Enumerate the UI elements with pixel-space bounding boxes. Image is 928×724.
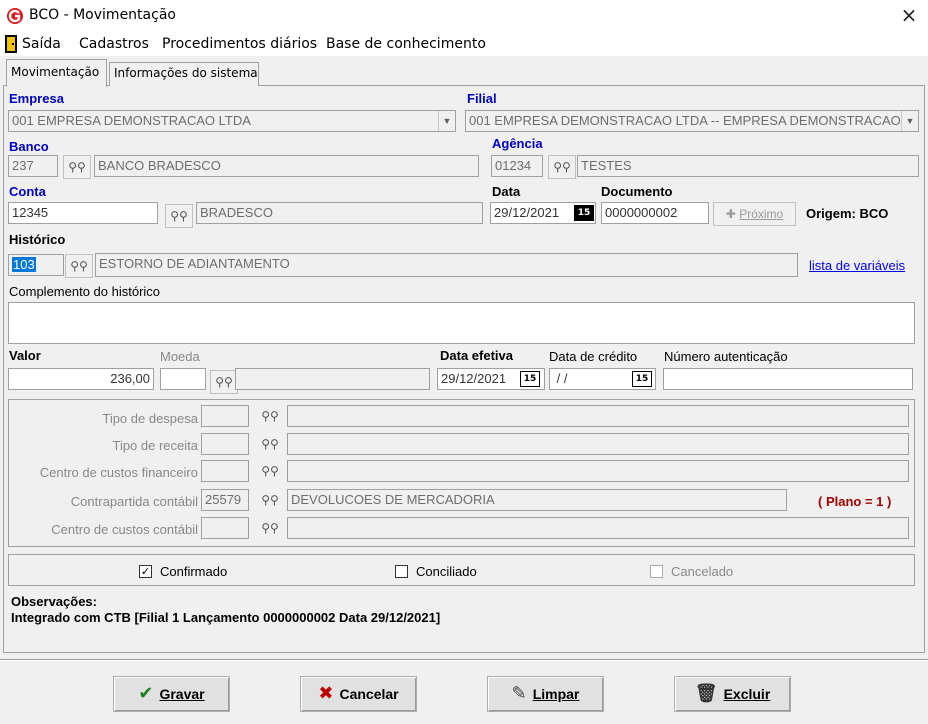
centro-custos-contabil-label: Centro de custos contábil: [51, 522, 198, 537]
banco-label: Banco: [9, 139, 49, 154]
agencia-code-input[interactable]: 01234: [491, 155, 543, 177]
eraser-icon: ✎: [511, 683, 527, 704]
agencia-search-icon[interactable]: ⚲⚲: [548, 155, 576, 179]
data-credito-label: Data de crédito: [549, 349, 638, 364]
lista-variaveis-link[interactable]: lista de variáveis: [809, 258, 906, 273]
contrapartida-contabil-label: Contrapartida contábil: [70, 494, 198, 509]
plano-label: ( Plano = 1 ): [818, 494, 892, 509]
tipo-despesa-name-field: [287, 405, 909, 427]
historico-search-icon[interactable]: ⚲⚲: [65, 254, 93, 278]
check-icon: ✔: [138, 683, 154, 704]
tipo-receita-search-icon[interactable]: ⚲⚲: [261, 437, 279, 451]
numero-autenticacao-input[interactable]: [663, 368, 913, 390]
cancelado-checkbox[interactable]: [650, 565, 663, 578]
tipo-receita-code-input[interactable]: [201, 433, 249, 455]
numero-autenticacao-label: Número autenticação: [664, 349, 788, 364]
banco-code-input[interactable]: 237: [8, 155, 58, 177]
valor-label: Valor: [9, 348, 41, 363]
centro-custos-financeiro-search-icon[interactable]: ⚲⚲: [261, 464, 279, 478]
gravar-button[interactable]: [113, 676, 230, 712]
tab-informacoes-sistema[interactable]: Informações do sistema: [109, 62, 259, 86]
contrapartida-contabil-code-input[interactable]: 25579: [201, 489, 249, 511]
plus-icon: ✚: [725, 207, 740, 221]
tipo-despesa-label: Tipo de despesa: [102, 411, 198, 426]
tipo-receita-label: Tipo de receita: [112, 438, 198, 453]
trash-icon: 🗑: [694, 683, 718, 704]
window-title: BCO - Movimentação: [29, 7, 176, 23]
conta-search-icon[interactable]: ⚲⚲: [165, 204, 193, 228]
moeda-search-icon[interactable]: ⚲⚲: [210, 370, 238, 394]
filial-label: Filial: [467, 91, 497, 106]
exit-door-icon: [5, 35, 17, 53]
menu-procedimentos-diarios[interactable]: Procedimentos diários: [162, 36, 318, 52]
confirmado-label: Confirmado: [160, 564, 228, 579]
centro-custos-financeiro-label: Centro de custos financeiro: [39, 465, 198, 480]
empresa-value: 001 EMPRESA DEMONSTRACAO LTDA: [12, 113, 251, 128]
cancelar-button[interactable]: [300, 676, 417, 712]
limpar-label: Limpar: [532, 686, 580, 702]
contrapartida-contabil-search-icon[interactable]: ⚲⚲: [261, 493, 279, 507]
historico-code-value: 103: [13, 257, 35, 272]
historico-code-input[interactable]: [8, 254, 64, 276]
filial-dropdown-arrow-icon[interactable]: ▼: [901, 111, 918, 131]
excluir-label: Excluir: [723, 686, 771, 702]
documento-label: Documento: [601, 184, 673, 199]
observacoes-label: Observações:: [11, 594, 97, 609]
conta-label: Conta: [9, 184, 46, 199]
data-credito-calendar-icon[interactable]: 15: [632, 371, 652, 387]
proximo-button[interactable]: [713, 202, 796, 226]
conciliado-checkbox[interactable]: [395, 565, 408, 578]
menu-saida[interactable]: Saída: [22, 36, 61, 52]
tab-movimentacao[interactable]: Movimentação: [6, 59, 107, 87]
proximo-label: Próximo: [739, 207, 784, 221]
filial-value: 001 EMPRESA DEMONSTRACAO LTDA -- EMPRESA DEMONSTRACAO: [469, 113, 901, 128]
valor-input[interactable]: 236,00: [8, 368, 154, 390]
data-credito-value: / /: [553, 371, 568, 386]
app-logo-icon: [6, 7, 24, 25]
moeda-label: Moeda: [160, 349, 200, 364]
tipo-despesa-code-input[interactable]: [201, 405, 249, 427]
data-calendar-icon[interactable]: 15: [574, 205, 594, 221]
data-value: 29/12/2021: [494, 205, 560, 220]
empresa-select[interactable]: [8, 110, 456, 132]
centro-custos-contabil-code-input[interactable]: [201, 517, 249, 539]
complemento-textarea[interactable]: [8, 302, 915, 344]
moeda-name-field: [235, 368, 430, 390]
footer-divider: [0, 659, 928, 661]
data-efetiva-calendar-icon[interactable]: 15: [520, 371, 540, 387]
excluir-button[interactable]: [674, 676, 791, 712]
x-icon: ✖: [318, 683, 334, 704]
gravar-label: Gravar: [159, 686, 205, 702]
close-icon[interactable]: ×: [900, 3, 918, 27]
conta-name-field: BRADESCO: [196, 202, 483, 224]
complemento-label: Complemento do histórico: [9, 284, 161, 299]
limpar-button[interactable]: [487, 676, 604, 712]
contrapartida-contabil-name-field: DEVOLUCOES DE MERCADORIA: [287, 489, 787, 511]
data-efetiva-label: Data efetiva: [440, 348, 513, 363]
empresa-dropdown-arrow-icon[interactable]: ▼: [438, 111, 455, 131]
data-efetiva-value: 29/12/2021: [441, 371, 507, 386]
empresa-label: Empresa: [9, 91, 64, 106]
menu-base-conhecimento[interactable]: Base de conhecimento: [326, 36, 486, 52]
historico-label: Histórico: [9, 232, 66, 247]
historico-description-field: ESTORNO DE ADIANTAMENTO: [95, 253, 798, 277]
data-label: Data: [492, 184, 521, 199]
moeda-code-input[interactable]: [160, 368, 206, 390]
conciliado-label: Conciliado: [416, 564, 477, 579]
tipo-despesa-search-icon[interactable]: ⚲⚲: [261, 409, 279, 423]
agencia-label: Agência: [492, 136, 543, 151]
documento-input[interactable]: 0000000002: [601, 202, 709, 224]
agencia-name-field: TESTES: [577, 155, 919, 177]
menu-cadastros[interactable]: Cadastros: [79, 36, 149, 52]
banco-name-field: BANCO BRADESCO: [94, 155, 479, 177]
centro-custos-contabil-name-field: [287, 517, 909, 539]
observacoes-text: Integrado com CTB [Filial 1 Lançamento 0000000002 Data 29/12/2021]: [11, 610, 441, 625]
confirmado-checkbox[interactable]: ✓: [140, 565, 151, 578]
tipo-receita-name-field: [287, 433, 909, 455]
filial-select[interactable]: [465, 110, 919, 132]
centro-custos-financeiro-code-input[interactable]: [201, 460, 249, 482]
conta-code-input[interactable]: 12345: [8, 202, 158, 224]
centro-custos-financeiro-name-field: [287, 460, 909, 482]
centro-custos-contabil-search-icon[interactable]: ⚲⚲: [261, 521, 279, 535]
cancelar-label: Cancelar: [339, 686, 399, 702]
banco-search-icon[interactable]: ⚲⚲: [63, 155, 91, 179]
origem-label: Origem: BCO: [806, 206, 889, 221]
cancelado-label: Cancelado: [671, 564, 734, 579]
